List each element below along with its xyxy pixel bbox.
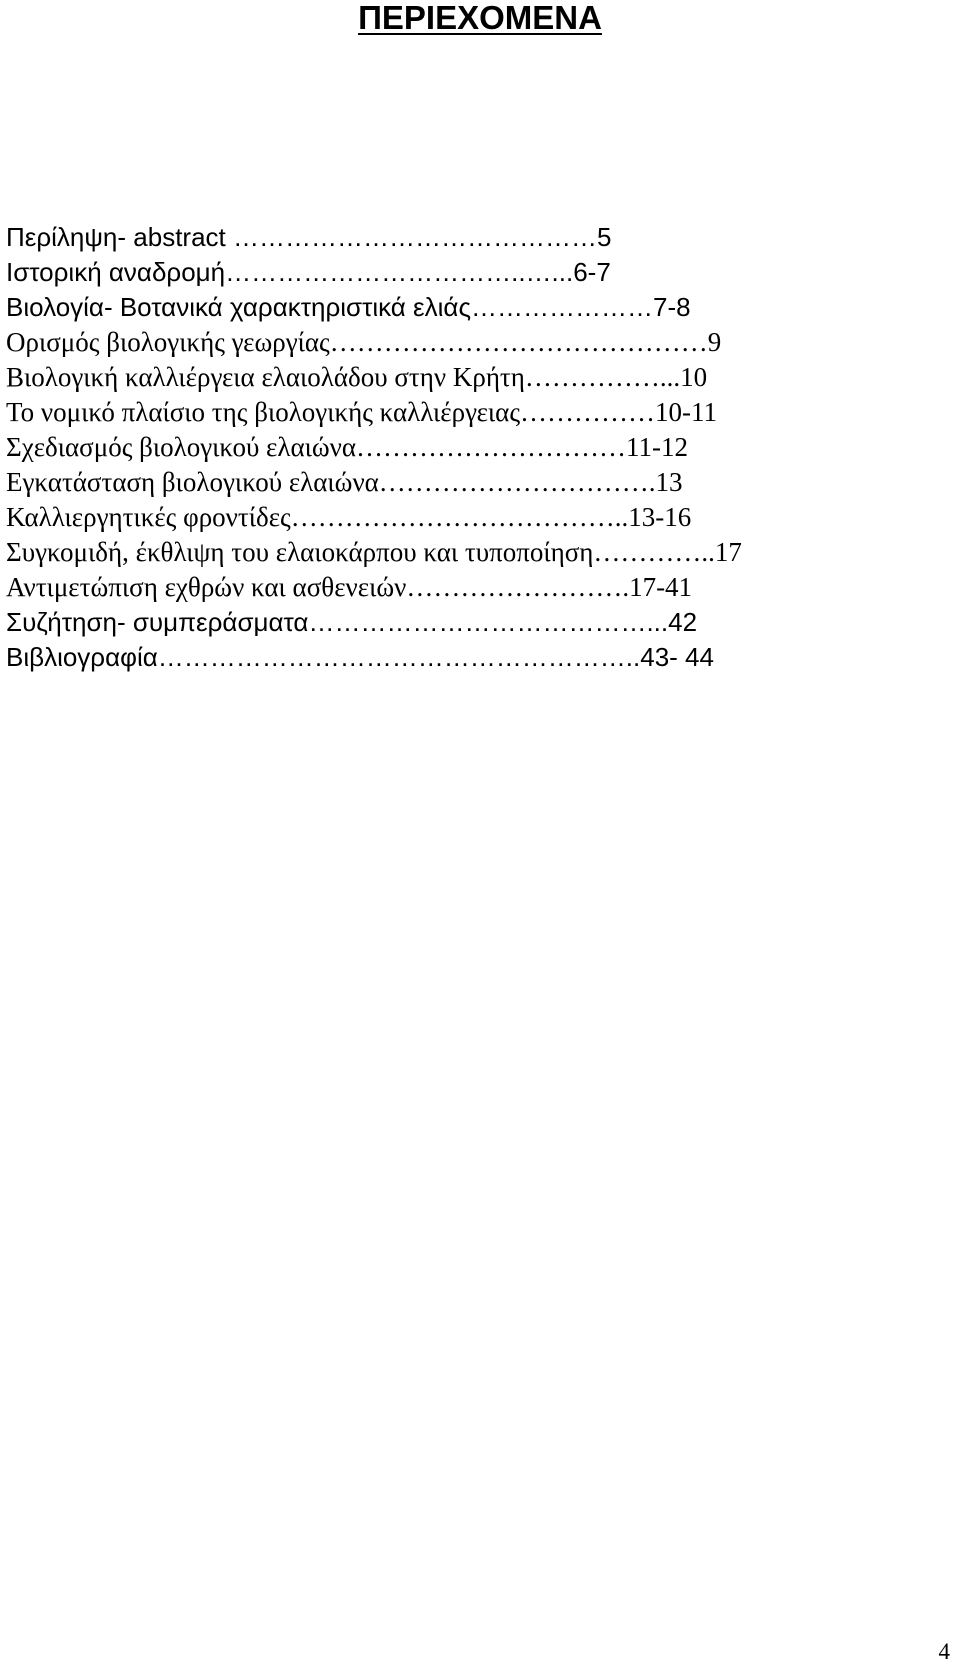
toc-entry-pests-diseases: Αντιμετώπιση εχθρών και ασθενειών…………………….17-41 [6, 572, 693, 602]
toc-entry-harvest: Συγκομιδή, έκθλιψη του ελαιοκάρπου και τυποποίηση…………..17 [6, 537, 742, 567]
toc-entry-botany: Βιολογία- Βοτανικά χαρακτηριστικά ελιάς…………………7-8 [6, 292, 691, 322]
toc-entry-grove-establishment: Εγκατάσταση βιολογικού ελαιώνα………………………….13 [6, 467, 683, 497]
toc-entry-abstract: Περίληψη- abstract ……………………………………5 [6, 222, 612, 252]
page-title [0, 0, 960, 36]
toc-entry-history: Ιστορική αναδρομή……………………………..…...6-7 [6, 257, 611, 287]
toc-entry-olive-oil-crete: Βιολογική καλλιέργεια ελαιολάδου στην Κρήτη……………...10 [6, 362, 708, 392]
toc-entry-discussion: Συζήτηση- συμπεράσματα…………………………………...42 [6, 607, 698, 637]
toc-entry-grove-design: Σχεδιασμός βιολογικού ελαιώνα…………………………11-12 [6, 432, 689, 462]
page-number: 4 [938, 1639, 950, 1664]
page-title-text: ΠΕΡΙΕΧΟΜΕΝΑ [358, 0, 602, 36]
toc-entry-bibliography: Βιβλιογραφία………………………………………………..43- 44 [6, 642, 714, 672]
toc-entry-organic-farming-definition: Ορισμός βιολογικής γεωργίας……………………………………9 [6, 327, 722, 357]
toc-entry-legal-framework: Το νομικό πλαίσιο της βιολογικής καλλιέργειας……………10-11 [6, 397, 718, 427]
toc-entry-cultivation-care: Καλλιεργητικές φροντίδες………………………………..13-16 [6, 502, 692, 532]
table-of-contents [6, 220, 954, 675]
